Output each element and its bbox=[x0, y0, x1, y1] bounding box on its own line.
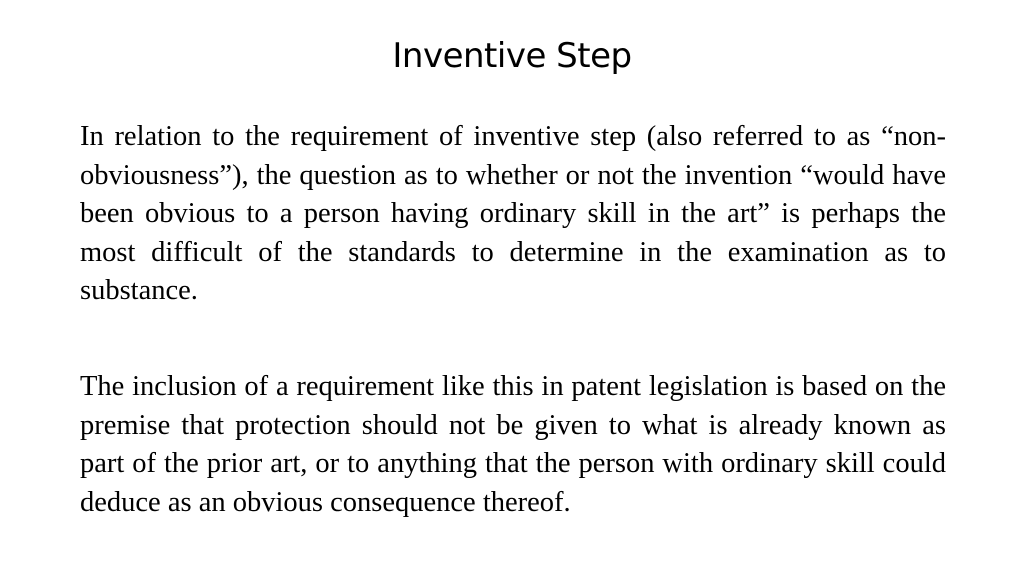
paragraph-1: In relation to the requirement of inventive step (also referred to as “non-obviousness”), the question as to whether or not the invention “would have been obvious to a person having ordinary skill in the art” is perhaps the most difficult of the standards to determine in the examination as to substance. bbox=[80, 121, 946, 306]
paragraph-2: The inclusion of a requirement like this in patent legislation is based on the premise that protection should not be given to what is already known as part of the prior art, or to anything that the person with ordinary skill could deduce as an obvious consequence thereof. bbox=[80, 371, 946, 518]
slide-title: Inventive Step bbox=[392, 36, 632, 76]
